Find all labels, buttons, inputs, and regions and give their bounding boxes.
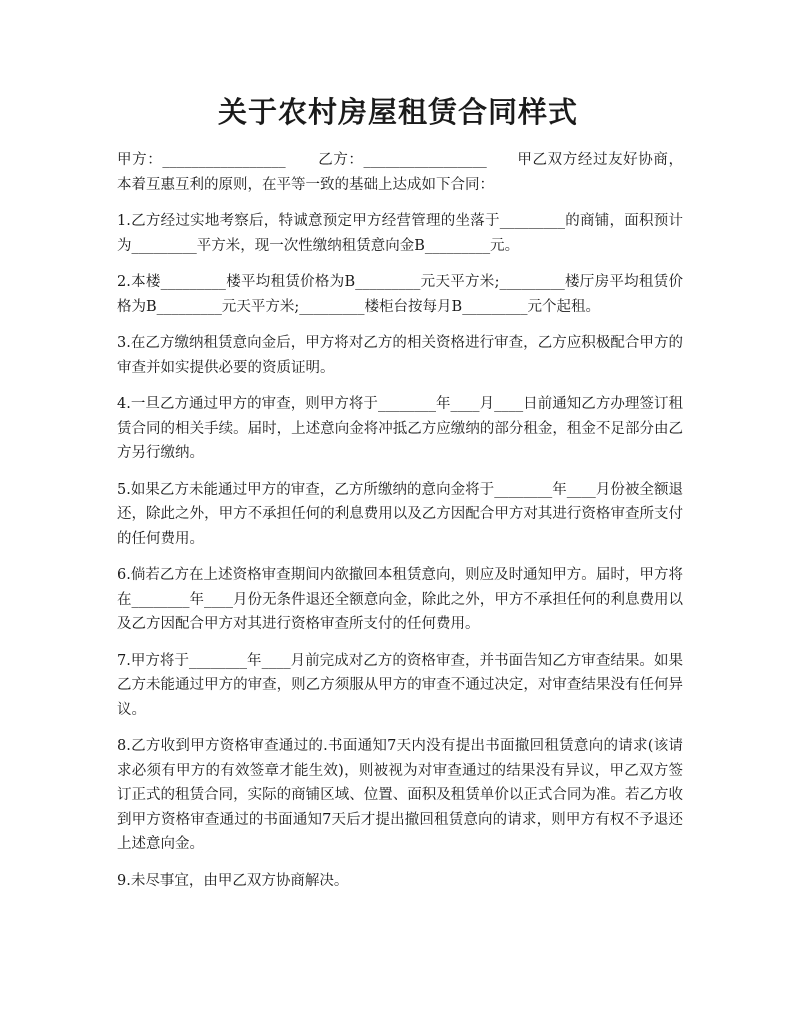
- clause-2: 2.本楼_________楼平均租赁价格为B_________元天平方米;_________楼厅房平均租赁价格为B_________元天平方米;_________楼柜台按每月B_________元个起租。: [117, 274, 683, 315]
- intro-paragraph: [117, 148, 683, 197]
- clause-4: 4.一旦乙方通过甲方的审查，则甲方将于________年____月____日前通知乙方办理签订租赁合同的相关手续。届时，上述意向金将冲抵乙方应缴纳的部分租金，租金不足部分由乙方另行缴纳。: [117, 396, 683, 461]
- document-title: 关于农村房屋租赁合同样式: [217, 95, 578, 129]
- clause-9: 9.未尽事宜，由甲乙双方协商解决。: [117, 872, 349, 889]
- clause-1: 1.乙方经过实地考察后，特诚意预定甲方经营管理的坐落于_________的商铺，面积预计为_________平方米，现一次性缴纳租赁意向金B_________元。: [117, 213, 683, 254]
- intro-text: 甲乙双方经过友好协商，本着互惠互利的原则，在平等一致的基础上达成如下合同：: [117, 152, 684, 193]
- document-body: [117, 148, 683, 905]
- clause-7: 7.甲方将于________年____月前完成对乙方的资格审查，并书面告知乙方审查结果。如果乙方未能通过甲方的审查，则乙方须服从甲方的审查不通过决定，对审查结果没有任何异议。: [117, 652, 683, 718]
- clause-6: 6.倘若乙方在上述资格审查期间内欲撤回本租赁意向，则应及时通知甲方。届时，甲方将在________年____月份无条件退还全额意向金，除此之外，甲方不承担任何的利息费用以及乙方因配合甲方对其进行资格审查所支付的任何费用。: [117, 567, 683, 632]
- party-a-field: 甲方：_________________: [117, 152, 286, 168]
- party-b-field: 乙方：_________________: [317, 152, 487, 168]
- clause-3: 3.在乙方缴纳租赁意向金后，甲方将对乙方的相关资格进行审查，乙方应积极配合甲方的审查并如实提供必要的资质证明。: [117, 335, 683, 376]
- clause-8: 8.乙方收到甲方资格审查通过的.书面通知7天内没有提出书面撤回租赁意向的请求(该请求必须有甲方的有效签章才能生效)，则被视为对审查通过的结果没有异议，甲乙双方签订正式的租赁合同，实际的商铺区域、位置、面积及租赁单价以正式合同为准。若乙方收到甲方资格审查通过的书面通知7天后才提出撤回租赁意向的请求，则甲方有权不予退还上述意向金。: [117, 738, 683, 852]
- clause-5: 5.如果乙方未能通过甲方的审查，乙方所缴纳的意向金将于________年____月份被全额退还，除此之外，甲方不承担任何的利息费用以及乙方因配合甲方对其进行资格审查所支付的任何费用。: [117, 481, 683, 547]
